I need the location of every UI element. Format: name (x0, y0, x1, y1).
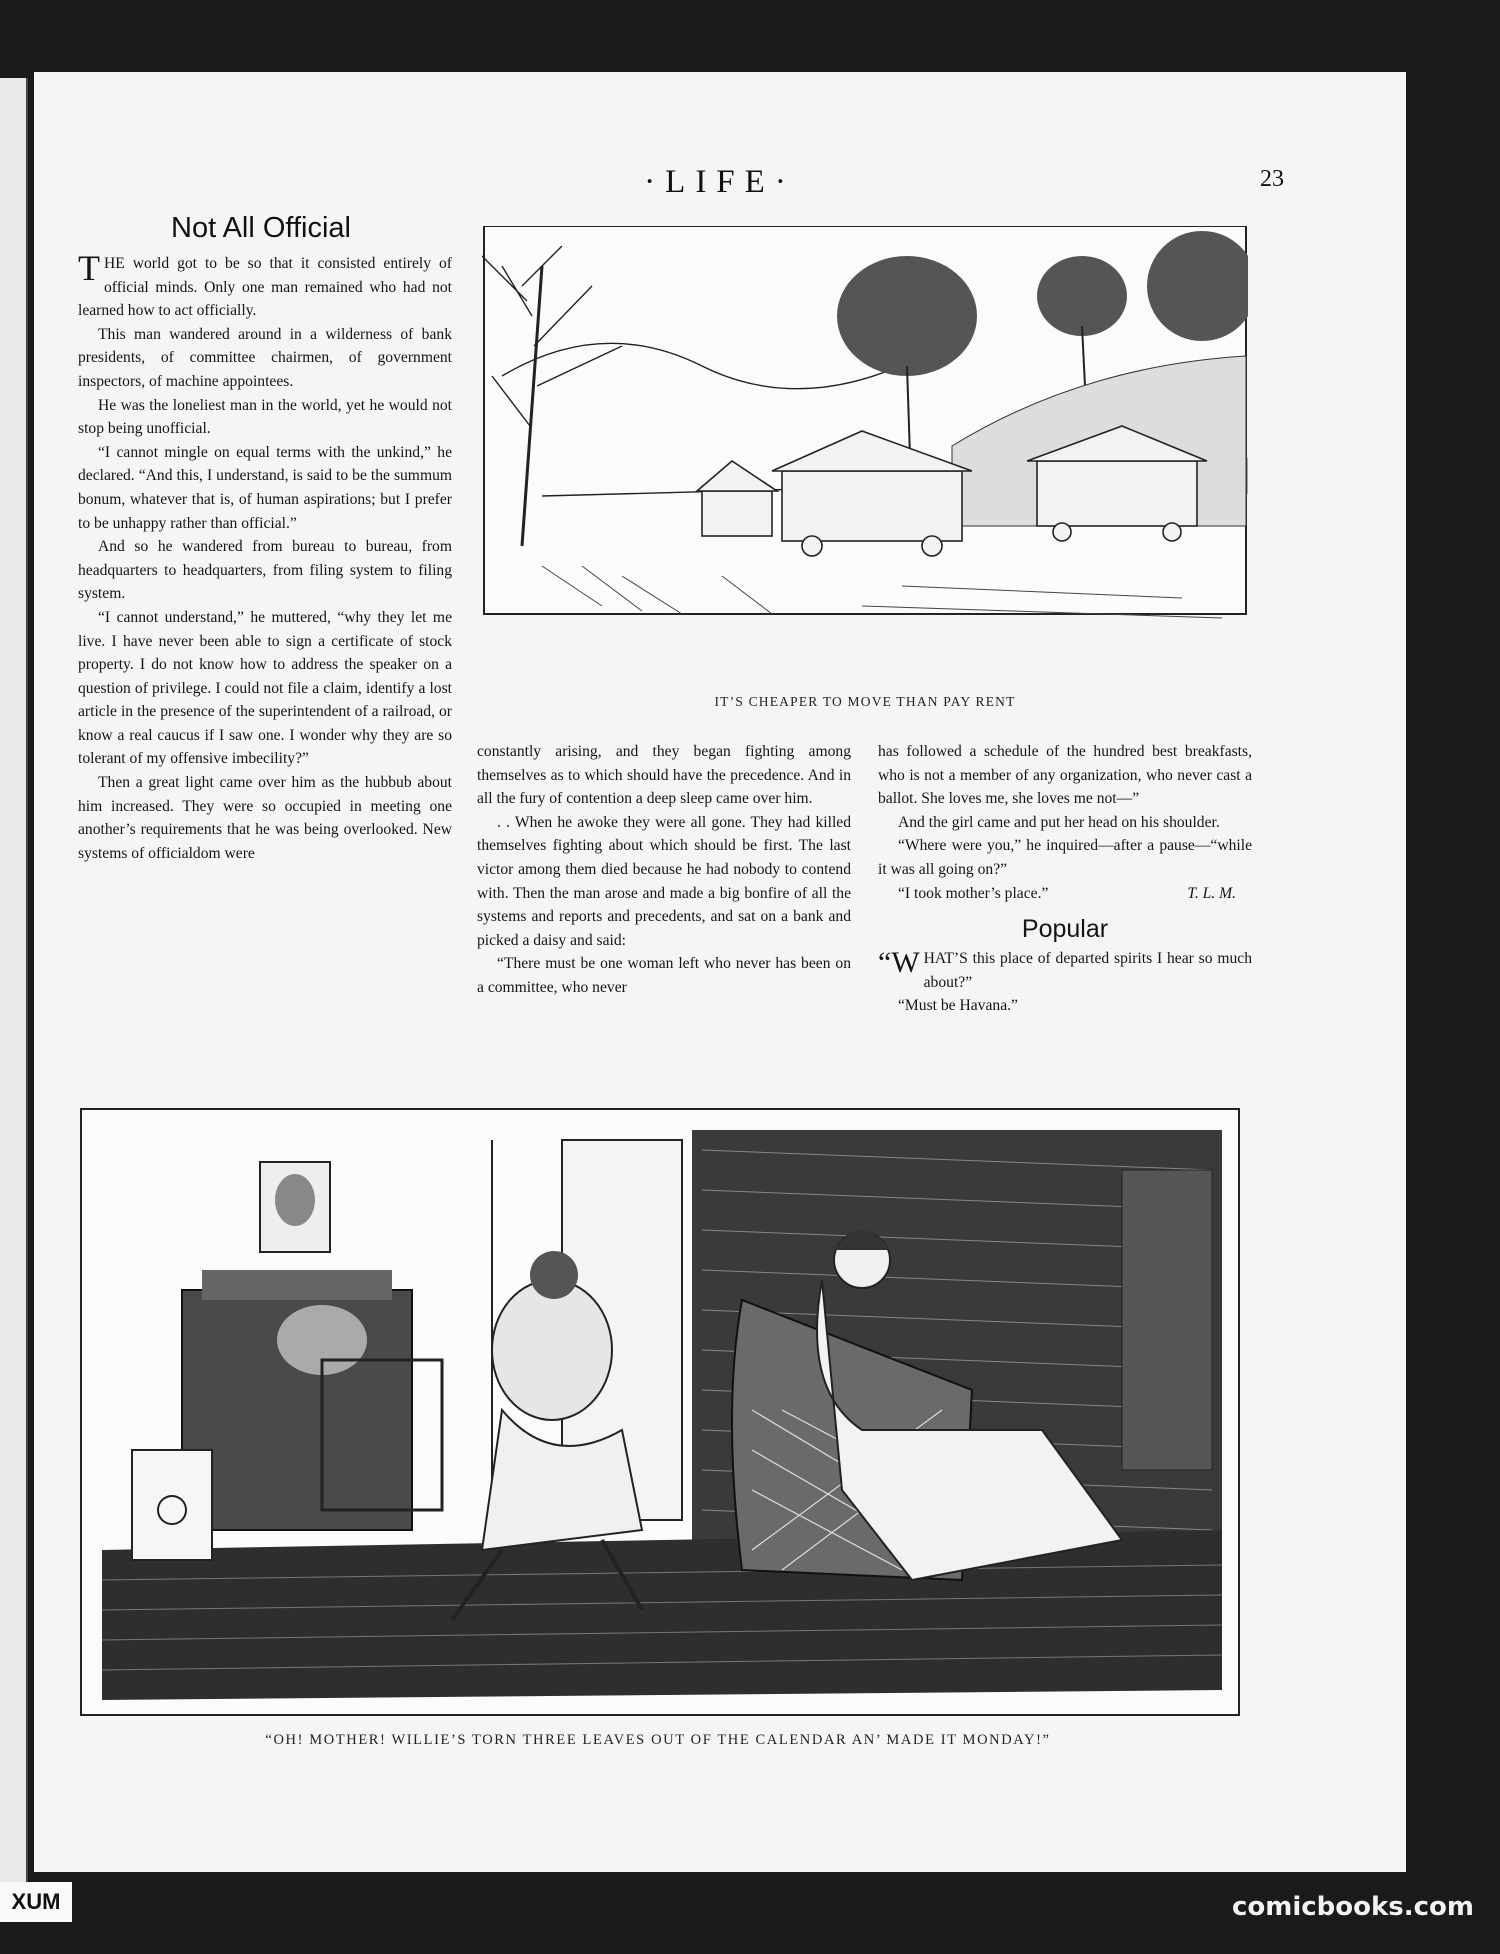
popular-answer: “Must be Havana.” (898, 997, 1018, 1015)
paragraph: And the girl came and put her head on his shoulder. (898, 813, 1220, 831)
popular-title: Popular (1021, 915, 1109, 944)
top-illustration-caption: IT’S CHEAPER TO MOVE THAN PAY RENT (714, 694, 1016, 709)
article-column-2 (477, 740, 851, 1000)
paragraph-text: “I took mother’s place.” (898, 884, 1049, 902)
paragraph: “I cannot understand,” he muttered, “why they let me live. I have never been able to sign a certificate of stock property. I do not know how to address the speaker on a question of privilege. I could not file a claim, identify a lost article in the presence of the superintendent of a railroad, or know a real caucus if I saw one. I wonder why they are so tolerant of my offensive imbecility?” (78, 608, 452, 768)
paragraph (878, 882, 1252, 906)
houses-on-wheels-drawing (482, 226, 1248, 656)
paragraph: This man wandered around in a wilderness of bank presidents, of committee chairmen, of government inspectors, of machine appointees. (78, 325, 452, 390)
paragraph: And so he wandered from bureau to bureau, from headquarters to headquarters, from filing system to filing system. (78, 538, 452, 603)
popular-question (878, 947, 1252, 994)
xum-watermark: XUM (0, 1882, 72, 1922)
left-page-edge (0, 78, 28, 1898)
illustration-houses-on-wheels (482, 226, 1248, 656)
paragraph: . . When he awoke they were all gone. They had killed themselves fighting about which should be first. The last victor among them died because he had nobody to contend with. Then the man arose and made a big bonfire of all the systems and reports and precedents, and sat on a bank and picked a daisy and said: (477, 813, 851, 949)
mother-and-children-drawing (82, 1110, 1238, 1714)
paragraph: He was the loneliest man in the world, yet he would not stop being unofficial. (78, 396, 452, 438)
paragraph: constantly arising, and they began fighting among themselves as to which should have the precedence. And in all the fury of contention a deep sleep came over him. (477, 743, 851, 808)
paragraph: “There must be one woman left who never has been on a committee, who never (477, 955, 851, 996)
article-column-3 (878, 740, 1252, 1018)
page-number: 23 (1260, 166, 1284, 192)
comicbooks-watermark: comicbooks.com (1231, 1892, 1474, 1922)
popular-question-text: HAT’S this place of departed spirits I hear so much about?” (923, 950, 1252, 991)
drop-cap: T (78, 248, 100, 288)
paragraph: “I cannot mingle on equal terms with the unkind,” he declared. “And this, I understand, is said to be the summum bonum, whatever that is, of human aspirations; but I prefer to be unhappy rather than official.” (78, 443, 452, 532)
paragraph: Then a great light came over him as the hubbub about him increased. They were so occupied in meeting one another’s requirements that he was being overlooked. New systems of officialdom were (78, 774, 452, 862)
magazine-page (34, 72, 1406, 1872)
illustration-mother-in-chair (80, 1108, 1240, 1716)
article-title: Not All Official (171, 212, 351, 244)
paragraph: “Where were you,” he inquired—after a pause—“while it was all going on?” (878, 837, 1252, 878)
masthead-title: ·LIFE· (644, 164, 796, 200)
drop-cap: “W (878, 946, 920, 980)
paragraph-text: HE world got to be so that it consisted entirely of official minds. Only one man remained who had not learned how to act officially. (78, 255, 452, 320)
author-signature: T. L. M. (1187, 884, 1236, 902)
article-column-1 (78, 248, 452, 865)
paragraph (78, 248, 452, 323)
bottom-illustration-caption: “OH! MOTHER! WILLIE’S TORN THREE LEAVES OUT OF THE CALENDAR AN’ MADE IT MONDAY!” (265, 1732, 1051, 1748)
paragraph: has followed a schedule of the hundred best breakfasts, who is not a member of any organization, who never cast a ballot. She loves me, she loves me not—” (878, 743, 1252, 808)
